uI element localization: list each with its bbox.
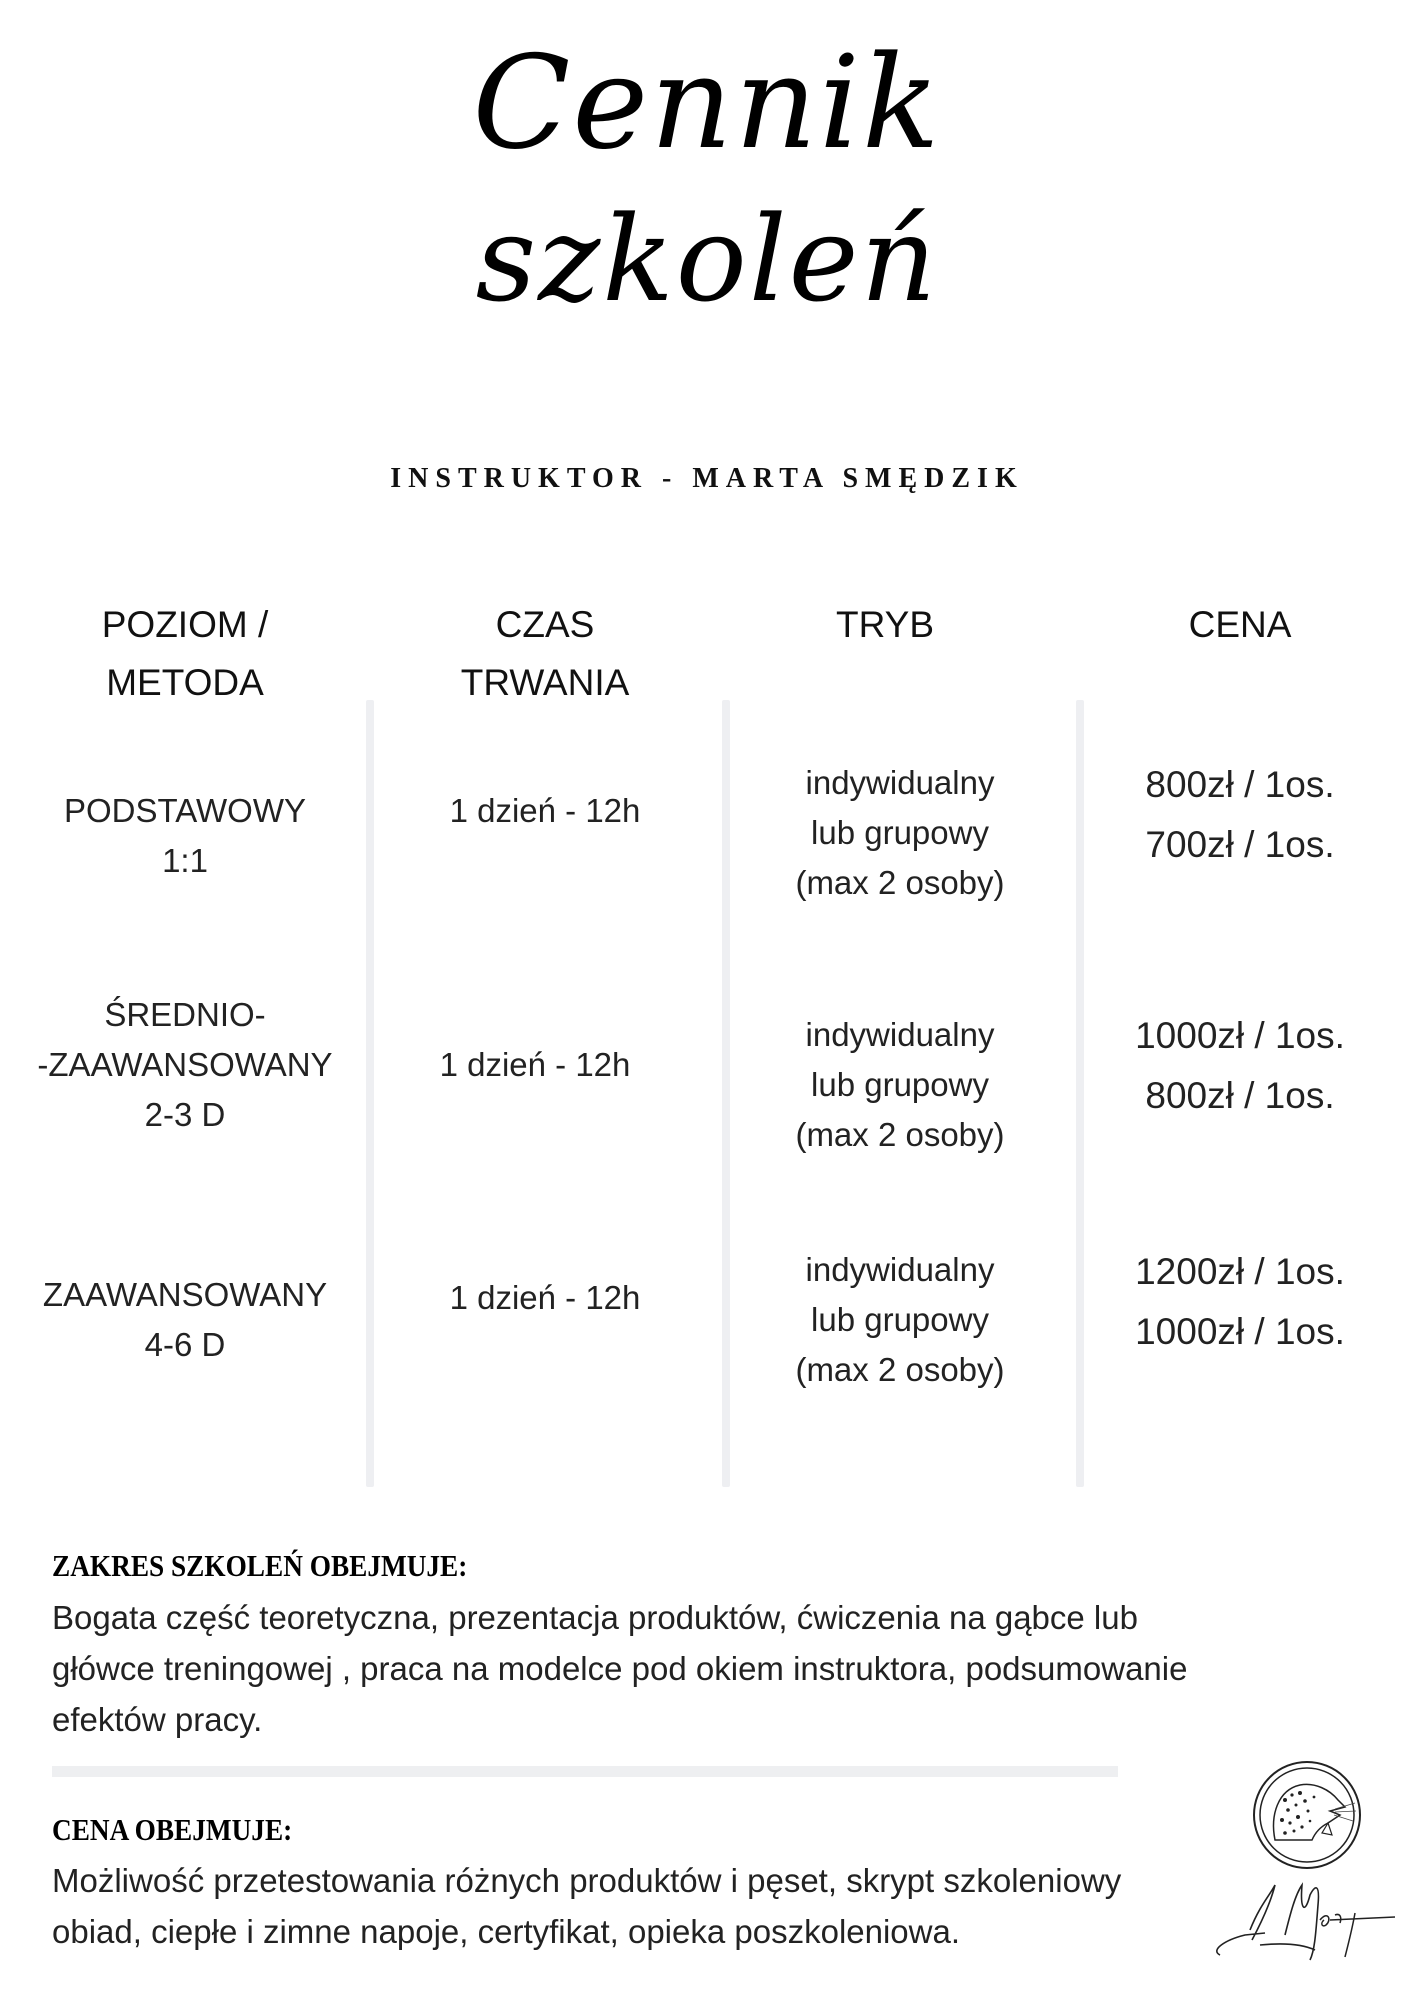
paragraph-line: główce treningowej , praca na modelce pod okiem instruktora, podsumowanie — [52, 1650, 1188, 1687]
price-text: 800zł / 1os. — [1145, 1075, 1335, 1116]
brand-logo — [1190, 1745, 1405, 1980]
cell-text: lub grupowy — [811, 1066, 989, 1103]
row1-mode — [735, 758, 1065, 908]
paragraph-line: obiad, ciepłe i zimne napoje, certyfikat, opieka poszkoleniowa. — [52, 1913, 961, 1950]
header-text: CENA — [1188, 604, 1292, 645]
row1-level — [30, 786, 340, 886]
header-text: POZIOM / — [101, 604, 269, 645]
row3-price — [1090, 1242, 1390, 1362]
row2-duration — [370, 1040, 700, 1090]
row1-duration — [380, 786, 710, 836]
cell-text: indywidualny — [805, 1251, 995, 1288]
cell-text: -ZAAWANSOWANY — [37, 1046, 333, 1083]
cell-text: indywidualny — [805, 1016, 995, 1053]
row2-price — [1090, 1006, 1390, 1126]
price-text: 1200zł / 1os. — [1135, 1251, 1345, 1292]
column-header-mode — [720, 596, 1050, 654]
column-header-price — [1090, 596, 1390, 654]
cell-text: (max 2 osoby) — [795, 864, 1005, 901]
cell-text: (max 2 osoby) — [795, 1351, 1005, 1388]
row3-mode — [735, 1245, 1065, 1395]
cell-text: ŚREDNIO- — [104, 996, 266, 1033]
cell-text: (max 2 osoby) — [795, 1116, 1005, 1153]
page-title-line1: Cennik — [472, 29, 942, 178]
row3-level — [30, 1270, 340, 1370]
price-text: 700zł / 1os. — [1145, 824, 1335, 865]
header-text: CZAS — [495, 604, 595, 645]
cell-text: lub grupowy — [811, 814, 989, 851]
page-title-line2: szkoleń — [475, 190, 939, 328]
row2-level — [30, 990, 340, 1140]
cell-text: lub grupowy — [811, 1301, 989, 1338]
cell-text: 4-6 D — [144, 1326, 226, 1363]
column-header-level — [30, 596, 340, 712]
header-text: TRYB — [835, 604, 934, 645]
cell-text: PODSTAWOWY — [64, 792, 306, 829]
header-text: METODA — [106, 662, 264, 703]
paragraph-line: Możliwość przetestowania różnych produktów i pęset, skrypt szkoleniowy — [52, 1862, 1122, 1899]
cell-text: 2-3 D — [144, 1096, 226, 1133]
scope-description — [52, 1592, 1302, 1745]
section-divider — [52, 1766, 1118, 1777]
price-text: 800zł / 1os. — [1145, 764, 1335, 805]
cell-text: 1 dzień - 12h — [439, 1046, 631, 1083]
paragraph-line: efektów pracy. — [52, 1701, 263, 1738]
column-header-duration — [380, 596, 710, 712]
header-text: TRWANIA — [460, 662, 630, 703]
leopard-emblem-icon — [1190, 1745, 1405, 1980]
cell-text: 1 dzień - 12h — [449, 1279, 641, 1316]
column-divider — [366, 700, 374, 1487]
instructor-subtitle: INSTRUKTOR - MARTA SMĘDZIK — [390, 463, 1024, 494]
cell-text: 1 dzień - 12h — [449, 792, 641, 829]
cell-text: 1:1 — [162, 842, 208, 879]
cell-text: indywidualny — [805, 764, 995, 801]
scope-heading: ZAKRES SZKOLEŃ OBEJMUJE: — [52, 1548, 468, 1583]
column-divider — [1076, 700, 1084, 1487]
row3-duration — [380, 1273, 710, 1323]
paragraph-line: Bogata część teoretyczna, prezentacja produktów, ćwiczenia na gąbce lub — [52, 1599, 1138, 1636]
price-includes-heading: CENA OBEJMUJE: — [52, 1812, 293, 1847]
column-divider — [722, 700, 730, 1487]
price-includes-description — [52, 1855, 1202, 1957]
row2-mode — [735, 1010, 1065, 1160]
price-text: 1000zł / 1os. — [1135, 1311, 1345, 1352]
cell-text: ZAAWANSOWANY — [42, 1276, 328, 1313]
row1-price — [1090, 755, 1390, 875]
price-text: 1000zł / 1os. — [1135, 1015, 1345, 1056]
